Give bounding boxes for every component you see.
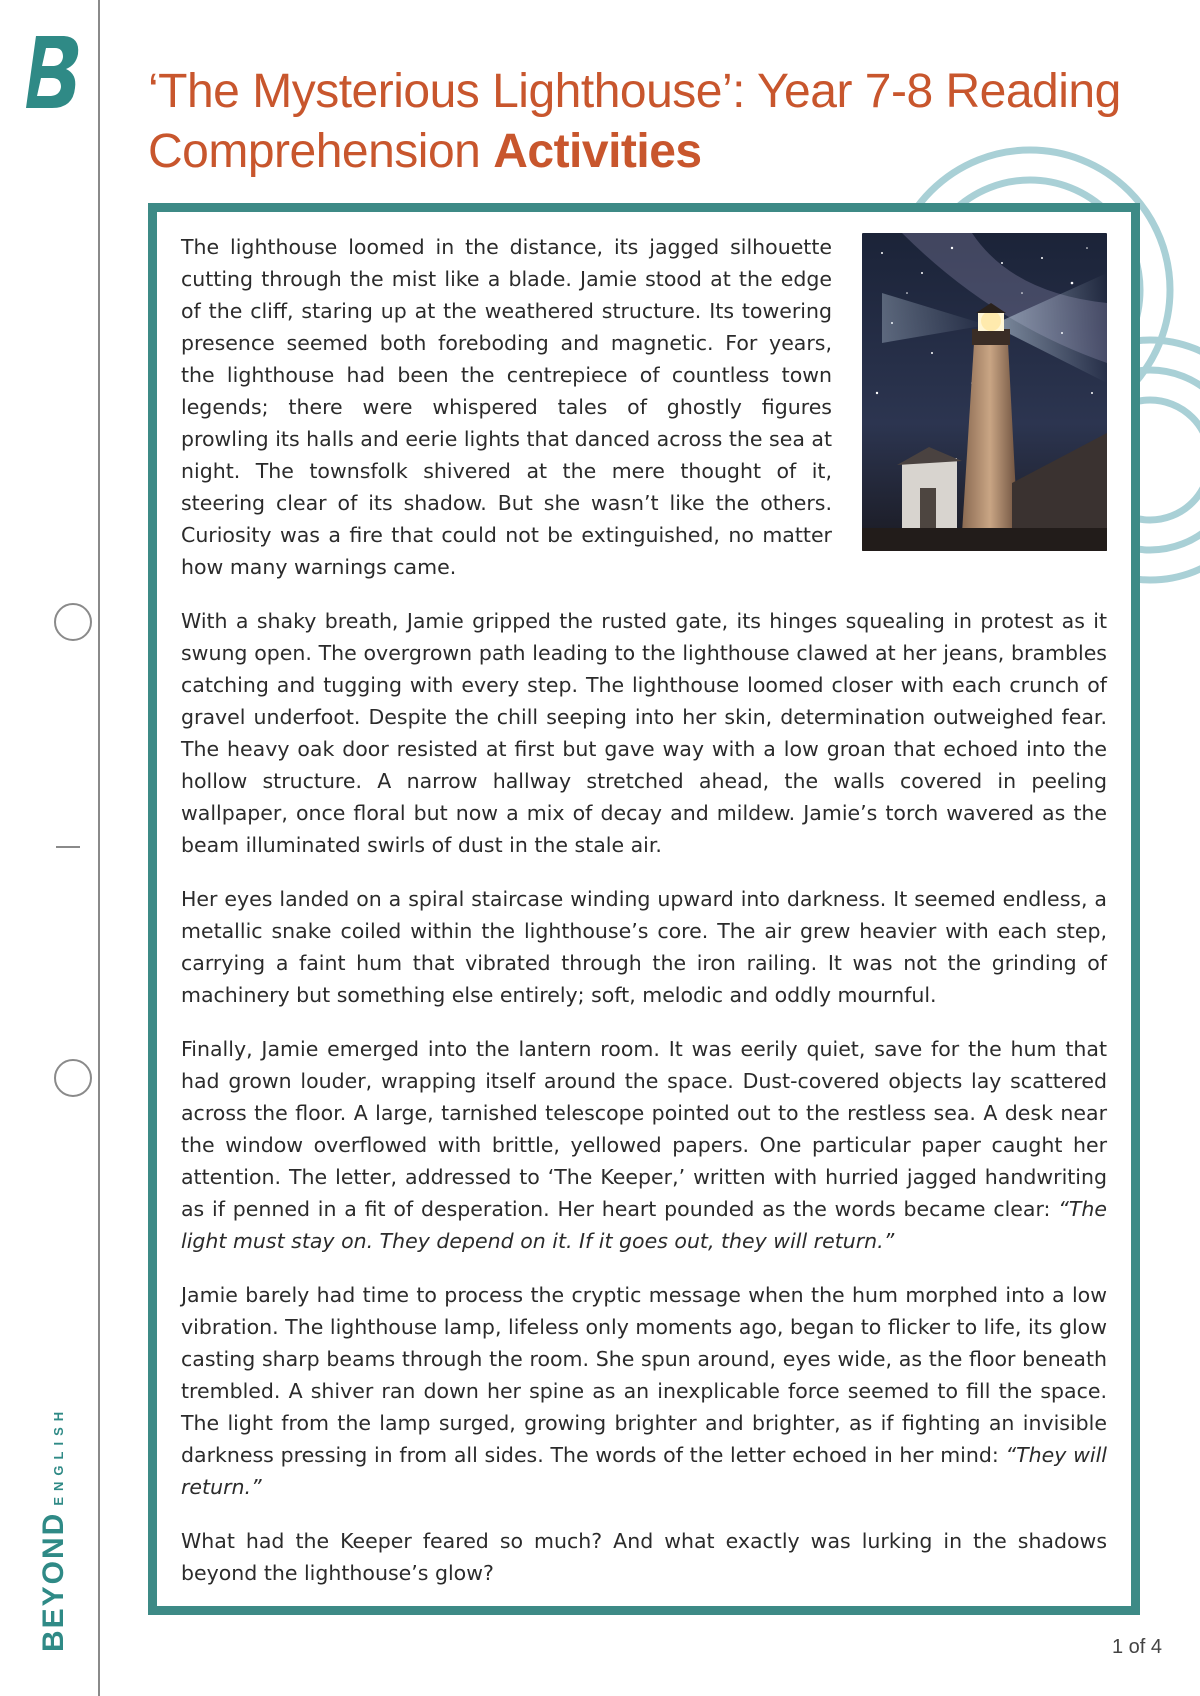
story-paragraph-4 <box>181 1033 1107 1257</box>
brand-subname: ENGLISH <box>51 1405 66 1506</box>
story-paragraph-3: Her eyes landed on a spiral staircase winding upward into darkness. It seemed endless, a metallic snake coiled within the lighthouse’s core. The air grew heavier with each step, carrying a faint hum that vibrated through the iron railing. It was not the grinding of machinery but something else entirely; soft, melodic and oddly mournful. <box>181 887 1107 1007</box>
beyond-logo-icon <box>22 32 84 112</box>
fold-mark <box>56 846 80 848</box>
binder-margin-line <box>98 0 100 1696</box>
title-emphasis: Activities <box>493 125 702 178</box>
echo-quote: “They will return.” <box>181 1443 1107 1499</box>
letter-quote: “The light must stay on. They depend on it. If it goes out, they will return.” <box>181 1197 1107 1253</box>
paragraph-4-text: Finally, Jamie emerged into the lantern room. It was eerily quiet, save for the hum that had grown louder, wrapping itself around the space. Dust-covered objects lay scattered across the floor. A large, tarnished telescope pointed out to the restless sea. A desk near the window overflowed with brittle, yellowed papers. One particular paper caught her attention. The letter, addressed to ‘The Keeper,’ written with hurried jagged handwriting as if penned in a fit of desperation. Her heart pounded as the words became clear: <box>181 1037 1107 1221</box>
page-number: 1 of 4 <box>1111 1636 1162 1658</box>
story-paragraph-2: With a shaky breath, Jamie gripped the rusted gate, its hinges squealing in protest as it swung open. The overgrown path leading to the lighthouse clawed at her jeans, brambles catching and tugging with every step. The lighthouse loomed closer with each crunch of gravel underfoot. Despite the chill seeping into her skin, determination outweighed fear. The heavy oak door resisted at first but gave way with a low groan that echoed into the hollow structure. A narrow hallway stretched ahead, the walls covered in peeling wallpaper, once floral but now a mix of decay and mildew. Jamie’s torch wavered as the beam illuminated swirls of dust in the stale air. <box>181 609 1107 857</box>
paragraph-5-text: Jamie barely had time to process the cryptic message when the hum morphed into a low vibration. The lighthouse lamp, lifeless only moments ago, began to flicker to life, its glow casting sharp beams through the room. She spun around, eyes wide, as the floor beneath trembled. A shiver ran down her spine as an inexplicable force seemed to fill the space. The light from the lamp surged, growing brighter and brighter, as if fighting an invisible darkness pressing in from all sides. The words of the letter echoed in her mind: <box>181 1283 1107 1467</box>
title-text: ‘The Mysterious Lighthouse’: Year 7-8 Reading Comprehension <box>148 65 1121 178</box>
story-paragraph-5 <box>181 1279 1107 1503</box>
brand-name: BEYOND <box>37 1511 70 1652</box>
lighthouse-photo-icon <box>862 233 1107 551</box>
story-paragraph-6: What had the Keeper feared so much? And what exactly was lurking in the shadows beyond the lighthouse’s glow? <box>181 1529 1107 1585</box>
binder-hole-bottom <box>54 1059 92 1097</box>
story-frame <box>148 203 1140 1615</box>
story-paragraph-1: The lighthouse loomed in the distance, its jagged silhouette cutting through the mist like a blade. Jamie stood at the edge of the cliff, staring up at the weathered structure. Its towering presence seemed both foreboding and magnetic. For years, the lighthouse had been the centrepiece of countless town legends; there were whispered tales of ghostly figures prowling its halls and eerie lights that danced across the sea at night. The townsfolk shivered at the mere thought of it, steering clear of its shadow. But she wasn’t like the others. Curiosity was a fire that could not be extinguished, no matter how many warnings came. <box>181 235 832 579</box>
brand-wordmark <box>37 1406 71 1652</box>
binder-hole-top <box>54 603 92 641</box>
